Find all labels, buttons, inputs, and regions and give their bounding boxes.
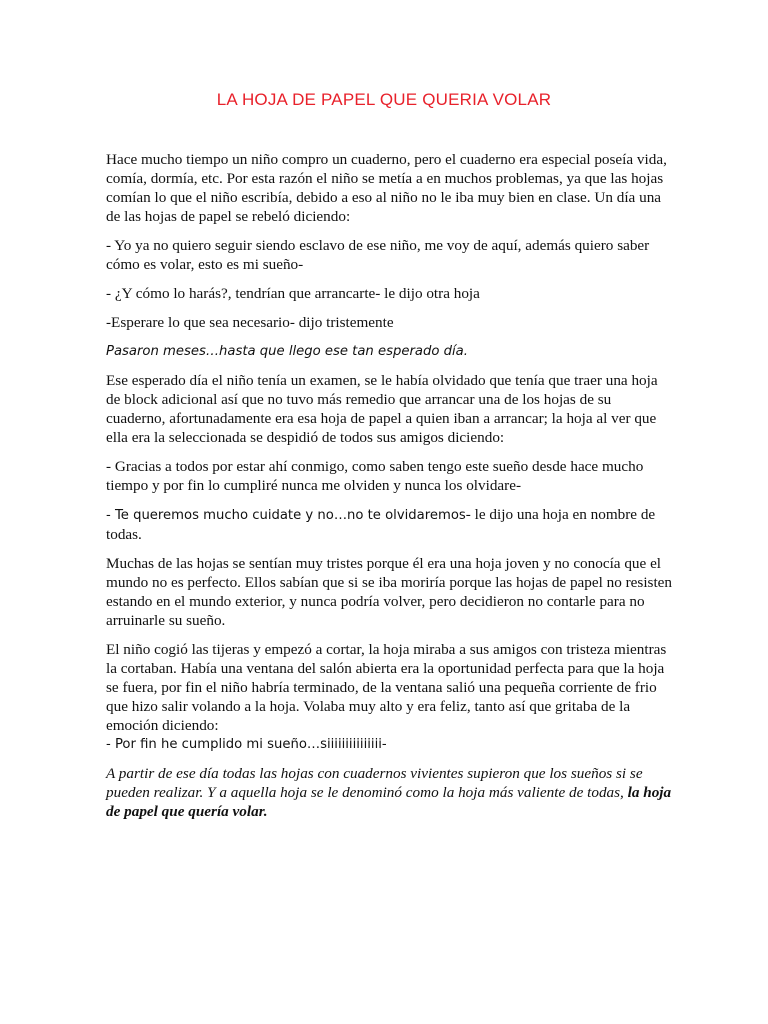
reply-quote: - Te queremos mucho cuidate y no…no te olvidaremos	[106, 508, 466, 523]
paragraph-dialogue-1: - Yo ya no quiero seguir siendo esclavo de ese niño, me voy de aquí, además quiero saber cómo es volar, esto es mi sueño-	[106, 237, 650, 273]
conclusion-emphasis: la hoja de papel que quería volar.	[106, 784, 672, 820]
paragraph-dialogue-2: - ¿Y cómo lo harás?, tendrían que arrancarte- le dijo otra hoja	[106, 285, 480, 302]
conclusion-text: A partir de ese día todas las hojas con cuadernos vivientes supieron que los sueños si se pueden realizar. Y a aquella hoja se le denominó como la hoja más valiente de todas,	[106, 765, 643, 801]
paragraph-flight: El niño cogió las tijeras y empezó a cortar, la hoja miraba a sus amigos con tristeza mientras la cortaban. Había una ventana del salón abierta era la oportunidad perfecta para que la hoja se fuera, por fin el niño habría terminado, de la ventana salió una pequeña corriente de frio que hizo salir volando a la hoja. Volaba muy alto y era feliz, tanto así que gritaba de la emoción diciendo:	[106, 641, 667, 734]
document-title: LA HOJA DE PAPEL QUE QUERIA VOLAR	[216, 90, 552, 109]
paragraph-dialogue-3: -Esperare lo que sea necesario- dijo tristemente	[106, 314, 394, 331]
story-body	[106, 150, 672, 831]
paragraph-intro: Hace mucho tiempo un niño compro un cuaderno, pero el cuaderno era especial poseía vida, comía, dormía, etc. Por esta razón el niño se metía a en muchos problemas, ya que las hojas comían lo que el niño escribía, debido a eso al niño no le iba muy bien en clase. Un día una de las hojas de papel se rebeló diciendo:	[106, 151, 667, 225]
paragraph-farewell: - Gracias a todos por estar ahí conmigo, como saben tengo este sueño desde hace mucho tiempo y por fin lo cumpliré nunca me olviden y nunca los olvidare-	[106, 458, 644, 494]
paragraph-time-passes: Pasaron meses…hasta que llego ese tan esperado día.	[106, 344, 468, 359]
paragraph-exam-day: Ese esperado día el niño tenía un examen, se le había olvidado que tenía que traer una hoja de block adicional así que no tuvo más remedio que arrancar una de los hojas de su cuaderno, afortunadamente era esa hoja de papel a quien iban a arrancar; la hoja al ver que ella era la seleccionada se despidió de todos sus amigos diciendo:	[106, 372, 658, 446]
paragraph-reply	[106, 505, 672, 544]
reply-attribution: - le dijo una hoja en nombre de todas.	[106, 506, 656, 543]
paragraph-dream-fulfilled: - Por fin he cumplido mi sueño…siiiiiiiiiiiiiii-	[106, 737, 387, 752]
paragraph-sadness: Muchas de las hojas se sentían muy tristes porque él era una hoja joven y no conocía que el mundo no es perfecto. Ellos sabían que si se iba moriría porque las hojas de papel no resisten estando en el mundo exterior, y nunca podría volver, pero decidieron no contarle para no arruinarle su sueño.	[106, 555, 673, 629]
paragraph-conclusion	[106, 764, 672, 821]
